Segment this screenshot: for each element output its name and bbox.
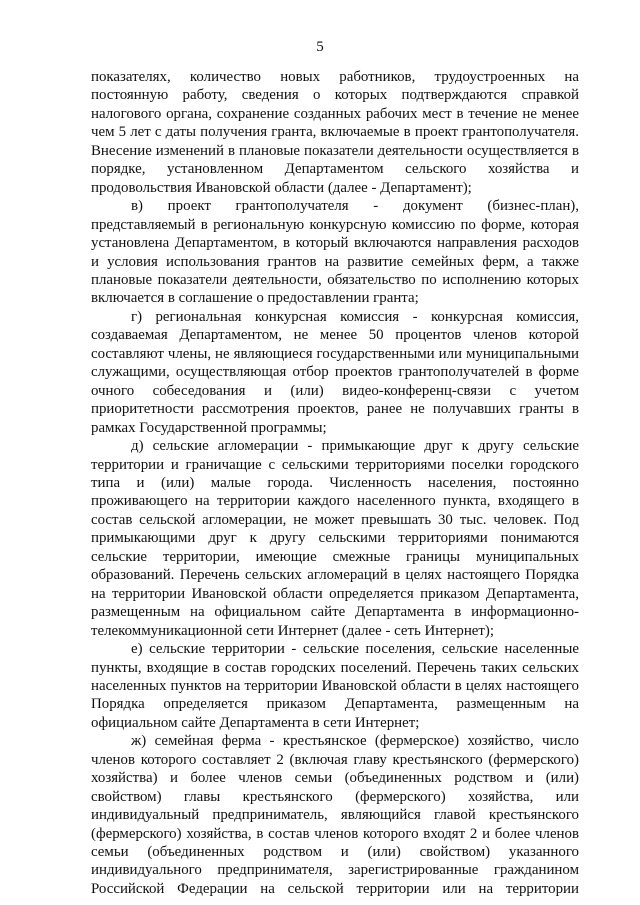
paragraph-continuation: показателях, количество новых работников, трудоустроенных на постоянную работу, сведения о которых подтверждаются справкой налогового органа, сохранение созданных рабочих мест в течение не менее чем 5 лет с даты получения гранта, включаемые в проект грантополучателя. Внесение изменений в плановые показатели деятельности осуществляется в порядке, установленном Департаментом сельского хозяйства и продовольствия Ивановской области (далее - Департамент); [91,69,579,196]
paragraph-item-e: е) сельские территории - сельские поселения, сельские населенные пункты, входящие в состав городских поселений. Перечень таких сельских населенных пунктов на территории Ивановской области в целях настоящего Порядка определяется приказом Департамента, размещенным на официальном сайте Департамента в сети Интернет; [91,641,579,731]
document-body [91,68,579,898]
paragraph-item-g: г) региональная конкурсная комиссия - конкурсная комиссия, создаваемая Департаментом, не менее 50 процентов членов которой составляют члены, не являющиеся государственными или муниципальными служащими, осуществляющая отбор проектов грантополучателей в форме очного собеседования и (или) видео-конференц-связи с учетом приоритетности рассмотрения проектов, ранее не получавших гранты в рамках Государственной программы; [91,308,579,436]
paragraph-item-zh: ж) семейная ферма - крестьянское (фермерское) хозяйство, число членов которого составляет 2 (включая главу крестьянского (фермерского) хозяйства) и более членов семьи (объединенных родством и (или) свойством) главы крестьянского (фермерского) хозяйства, или индивидуальный предприниматель, являющийся главой крестьянского (фермерского) хозяйства, в состав членов которого входят 2 и более членов семьи (объединенных родством и (или) свойством) указанного индивидуального предпринимателя, зарегистрированные гражданином Российской Федерации на сельской территории или на территории [91,733,579,897]
paragraph-item-v: в) проект грантополучателя - документ (бизнес-план), представляемый в региональную конкурсную комиссию по форме, которая установлена Департаментом, в который включаются направления расходов и условия использования грантов на развитие семейных ферм, а также плановые показатели деятельности, обязательство по исполнению которых включается в соглашение о предоставлении гранта; [91,198,579,307]
paragraph-item-d: д) сельские агломерации - примыкающие друг к другу сельские территории и граничащие с сельскими территориями поселки городского типа и (или) малые города. Численность населения, постоянно проживающего на территории каждого населенного пункта, входящего в состав сельской агломерации, не может превышать 30 тыс. человек. Под примыкающими друг к другу сельскими территориями понимаются сельские территории, имеющие смежные границы муниципальных образований. Перечень сельских агломераций в целях настоящего Порядка на территории Ивановской области определяется приказом Департамента, размещенным на официальном сайте Департамента в информационно-телекоммуникационной сети Интернет (далее - сеть Интернет); [91,438,579,639]
page-number: 5 [316,39,324,55]
